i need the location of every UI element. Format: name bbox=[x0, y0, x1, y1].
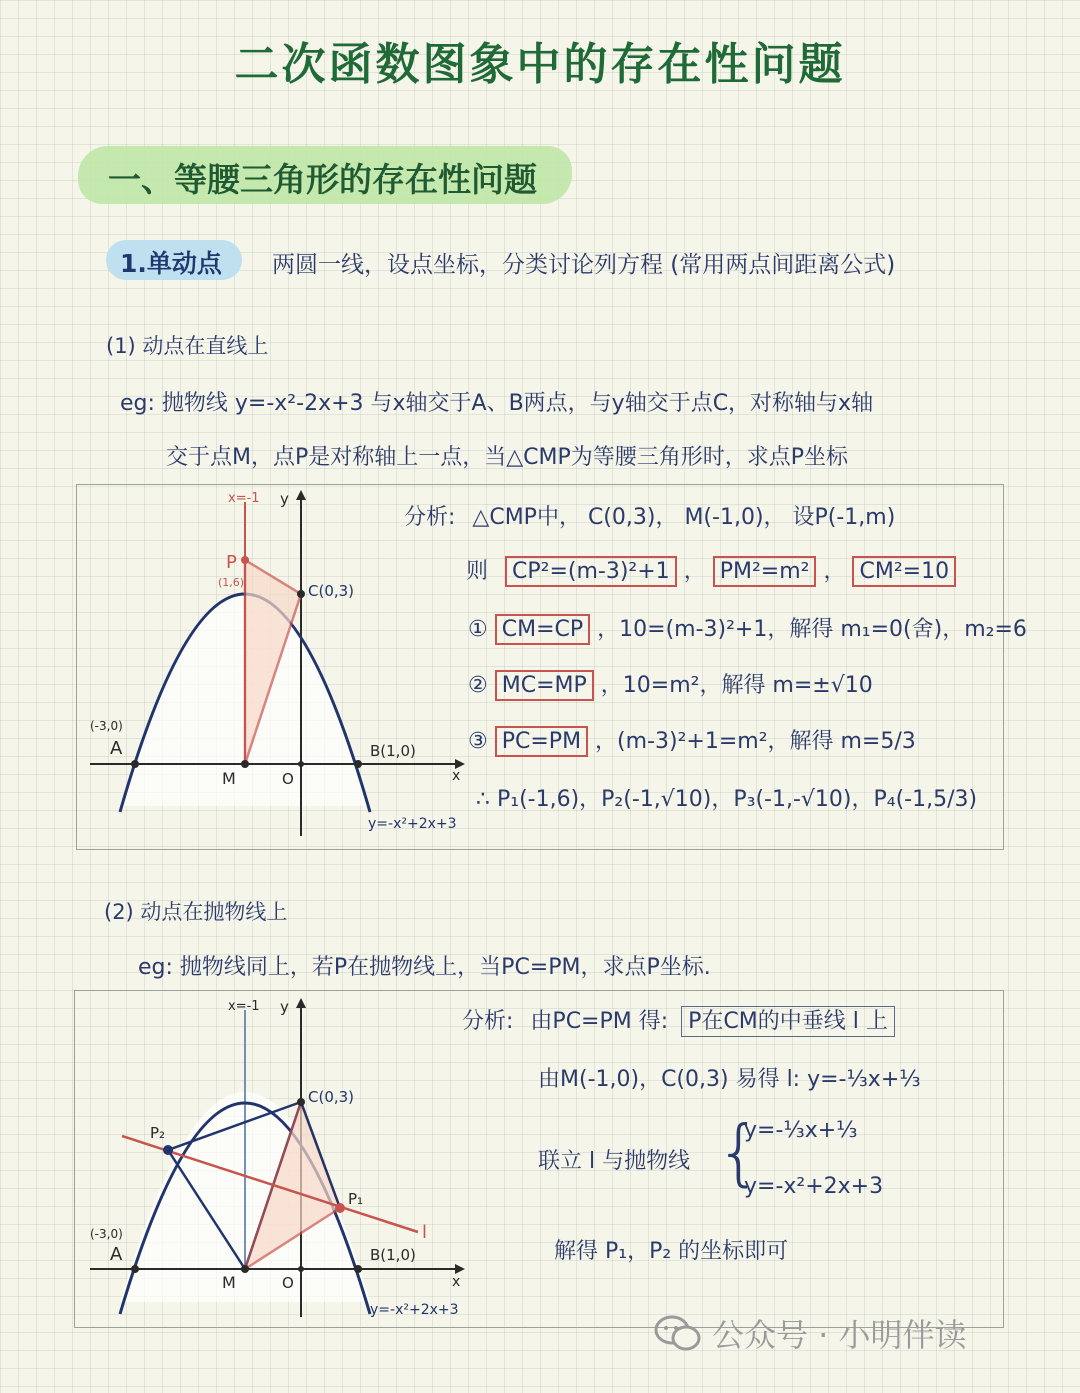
case1-solution-1 bbox=[468, 612, 1027, 643]
formula-pm-box: PM²=m² bbox=[713, 556, 817, 587]
point-p1-dot bbox=[335, 1203, 345, 1213]
condition-box-1: CM=CP bbox=[495, 614, 590, 645]
case1-solution-2 bbox=[468, 668, 873, 699]
case1-then-row: 则 CP²=(m-3)²+1 ， PM²=m² ， CM²=10 bbox=[466, 554, 956, 585]
system-eq1: y=-⅓x+⅓ bbox=[744, 1118, 858, 1143]
point-m-dot bbox=[241, 1265, 249, 1273]
subsection-title: 1.单动点 bbox=[120, 249, 222, 278]
curve-label: y=-x²+2x+3 bbox=[368, 816, 457, 832]
a-coord-label: (-3,0) bbox=[90, 719, 123, 733]
formula-cm-box: CM²=10 bbox=[852, 556, 956, 587]
analysis-label: 分析: bbox=[462, 1009, 514, 1034]
solution-text-1: ，10=(m-3)²+1，解得 m₁=0(舍)，m₂=6 bbox=[597, 617, 1027, 642]
analysis-box: P在CM的中垂线 l 上 bbox=[681, 1006, 895, 1037]
formula-cp-box: CP²=(m-3)²+1 bbox=[505, 556, 677, 587]
case1-example-line2: 交于点M，点P是对称轴上一点，当△CMP为等腰三角形时，求点P坐标 bbox=[166, 445, 849, 470]
case2-line-equation: 由M(-1,0)，C(0,3) 易得 l: y=-⅓x+⅓ bbox=[538, 1067, 921, 1092]
x-axis-arrow bbox=[455, 1264, 465, 1274]
case1-figure bbox=[80, 486, 470, 846]
case1-analysis bbox=[404, 500, 895, 531]
x-label: x bbox=[452, 1274, 461, 1290]
solution-text-2: ，10=m²，解得 m=±√10 bbox=[600, 673, 873, 698]
case-number-1: ① bbox=[468, 617, 488, 642]
case2-heading: (2) 动点在抛物线上 bbox=[104, 900, 288, 924]
analysis-label: 分析: bbox=[404, 505, 456, 530]
analysis-text: 由PC=PM 得: bbox=[530, 1009, 669, 1034]
y-axis-arrow bbox=[296, 490, 306, 500]
condition-box-3: PC=PM bbox=[495, 726, 588, 757]
a-coord-label: (-3,0) bbox=[90, 1227, 123, 1241]
b-label: B(1,0) bbox=[370, 742, 416, 760]
analysis-text: △CMP中， C(0,3)， M(-1,0)， 设P(-1,m) bbox=[472, 505, 896, 530]
y-label: y bbox=[280, 998, 289, 1016]
case-number-3: ③ bbox=[468, 729, 488, 754]
then-label: 则 bbox=[466, 559, 489, 584]
point-a-dot bbox=[131, 1265, 139, 1273]
l-label: l bbox=[422, 1222, 428, 1243]
a-label: A bbox=[110, 1244, 123, 1265]
o-label: O bbox=[282, 1274, 294, 1292]
wechat-icon bbox=[654, 1314, 702, 1352]
solution-text-3: ，(m-3)²+1=m²，解得 m=5/3 bbox=[595, 729, 916, 754]
point-p2-dot bbox=[163, 1145, 173, 1155]
p-label: P bbox=[226, 552, 237, 573]
point-b-dot bbox=[354, 760, 362, 768]
case1-conclusion: ∴ P₁(-1,6)，P₂(-1,√10)，P₃(-1,-√10)，P₄(-1,5/3) bbox=[476, 787, 978, 812]
p1-label: P₁ bbox=[348, 1190, 364, 1208]
c-label: C(0,3) bbox=[308, 1088, 355, 1106]
b-label: B(1,0) bbox=[370, 1246, 416, 1264]
a-label: A bbox=[110, 738, 123, 759]
page-title: 二次函数图象中的存在性问题 bbox=[234, 39, 846, 90]
system-eq2: y=-x²+2x+3 bbox=[744, 1174, 884, 1199]
m-label: M bbox=[222, 1273, 236, 1292]
c-label: C(0,3) bbox=[308, 582, 355, 600]
case2-system-label: 联立 l 与抛物线 bbox=[538, 1149, 691, 1174]
y-axis-arrow bbox=[296, 998, 306, 1008]
system-brace: { bbox=[716, 1110, 762, 1194]
x-label: x bbox=[452, 768, 461, 784]
section-title: 一、等腰三角形的存在性问题 bbox=[108, 160, 537, 199]
watermark-text: 公众号 · 小明伴读 bbox=[712, 1316, 967, 1354]
case2-example: eg: 抛物线同上，若P在抛物线上，当PC=PM，求点P坐标. bbox=[138, 955, 711, 980]
point-c-dot bbox=[297, 590, 305, 598]
case1-solution-3 bbox=[468, 724, 916, 755]
case2-analysis bbox=[462, 1004, 895, 1035]
case1-heading: (1) 动点在直线上 bbox=[106, 334, 269, 358]
axis-label: x=-1 bbox=[228, 999, 260, 1014]
condition-box-2: MC=MP bbox=[495, 670, 594, 701]
case2-final: 解得 P₁，P₂ 的坐标即可 bbox=[554, 1239, 789, 1264]
point-b-dot bbox=[354, 1265, 362, 1273]
point-m-dot bbox=[241, 760, 249, 768]
subsection-description: 两圆一线，设点坐标，分类讨论列方程 (常用两点间距离公式) bbox=[272, 252, 896, 278]
origin-dot bbox=[298, 761, 304, 767]
p-coord-label: (1,6) bbox=[218, 576, 245, 589]
p2-label: P₂ bbox=[150, 1124, 166, 1142]
point-p-dot bbox=[241, 556, 249, 564]
y-label: y bbox=[280, 490, 289, 508]
origin-dot bbox=[298, 1266, 304, 1272]
case-number-2: ② bbox=[468, 673, 488, 698]
case1-example-line1: eg: 抛物线 y=-x²-2x+3 与x轴交于A、B两点，与y轴交于点C，对称轴与x轴 bbox=[120, 391, 874, 416]
point-c-dot bbox=[297, 1098, 305, 1106]
m-label: M bbox=[222, 769, 236, 788]
case2-figure bbox=[80, 992, 480, 1322]
curve-label: y=-x²+2x+3 bbox=[370, 1302, 459, 1318]
o-label: O bbox=[282, 770, 294, 788]
axis-label: x=-1 bbox=[228, 491, 260, 506]
point-a-dot bbox=[131, 760, 139, 768]
